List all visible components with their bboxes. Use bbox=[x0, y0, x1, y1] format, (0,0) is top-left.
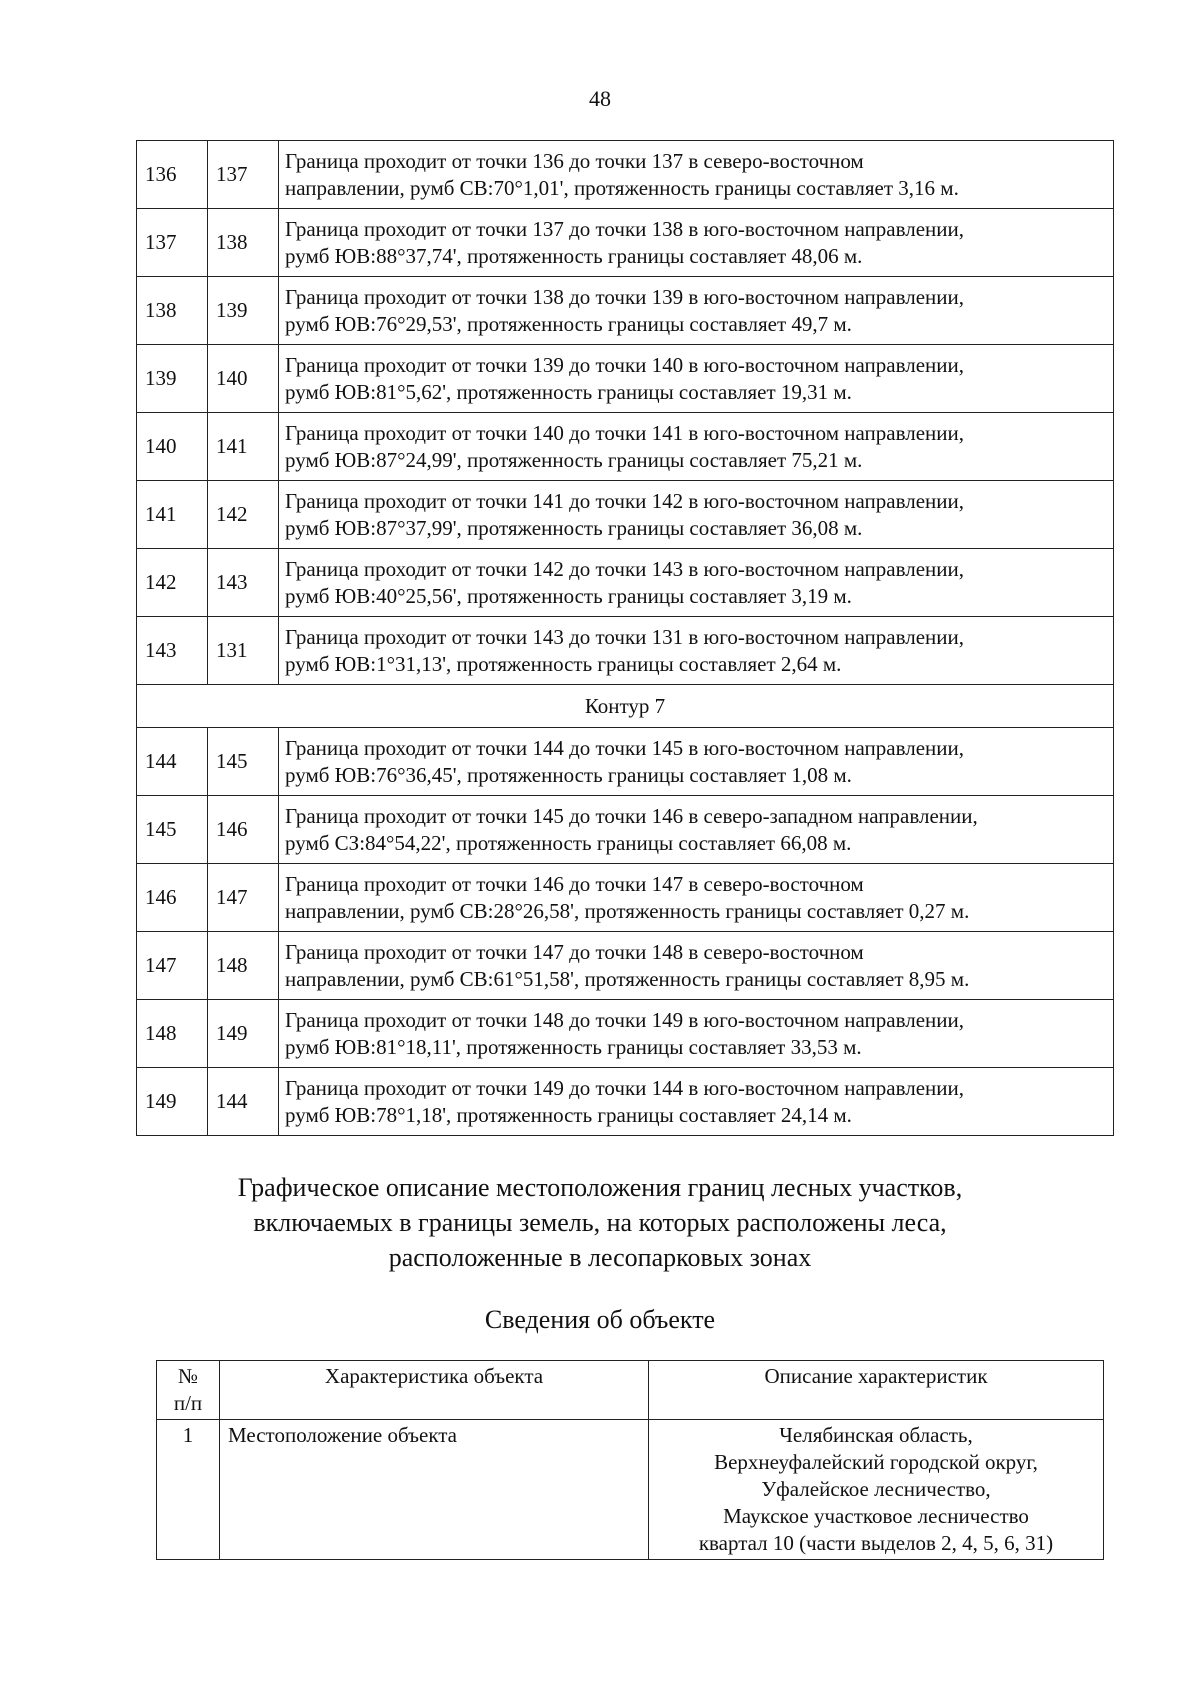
row-description bbox=[649, 1420, 1104, 1560]
object-table-row bbox=[157, 1420, 1104, 1560]
header-num bbox=[157, 1361, 220, 1420]
description-line: Граница проходит от точки 145 до точки 146 в северо-западном направлении, bbox=[285, 803, 978, 828]
object-table bbox=[156, 1360, 1104, 1560]
description-line: румб СЗ:84°54,22', протяженность границы составляет 66,08 м. bbox=[285, 830, 852, 855]
point-from: 149 bbox=[137, 1068, 208, 1136]
boundary-row bbox=[137, 549, 1114, 617]
point-from: 145 bbox=[137, 796, 208, 864]
point-from: 142 bbox=[137, 549, 208, 617]
point-from: 139 bbox=[137, 345, 208, 413]
boundary-row bbox=[137, 728, 1114, 796]
section-title bbox=[0, 1170, 1200, 1275]
description-line: Граница проходит от точки 141 до точки 142 в юго-восточном направлении, bbox=[285, 488, 964, 513]
point-to: 138 bbox=[208, 209, 279, 277]
description-line: направлении, румб СВ:28°26,58', протяженность границы составляет 0,27 м. bbox=[285, 898, 970, 923]
boundary-row bbox=[137, 277, 1114, 345]
description-line: румб ЮВ:87°24,99', протяженность границы составляет 75,21 м. bbox=[285, 447, 863, 472]
point-to: 146 bbox=[208, 796, 279, 864]
description-line: Маукское участковое лесничество bbox=[723, 1504, 1029, 1528]
boundary-description bbox=[279, 141, 1114, 209]
point-to: 140 bbox=[208, 345, 279, 413]
point-from: 144 bbox=[137, 728, 208, 796]
description-line: румб ЮВ:1°31,13', протяженность границы составляет 2,64 м. bbox=[285, 651, 842, 676]
point-from: 141 bbox=[137, 481, 208, 549]
description-line: румб ЮВ:76°29,53', протяженность границы составляет 49,7 м. bbox=[285, 311, 852, 336]
point-from: 147 bbox=[137, 932, 208, 1000]
boundary-description bbox=[279, 932, 1114, 1000]
point-to: 141 bbox=[208, 413, 279, 481]
boundary-description bbox=[279, 1000, 1114, 1068]
description-line: Уфалейское лесничество, bbox=[761, 1477, 991, 1501]
boundary-row bbox=[137, 617, 1114, 685]
point-from: 143 bbox=[137, 617, 208, 685]
boundary-row bbox=[137, 1068, 1114, 1136]
point-from: 140 bbox=[137, 413, 208, 481]
description-line: румб ЮВ:40°25,56', протяженность границы составляет 3,19 м. bbox=[285, 583, 852, 608]
boundary-table bbox=[136, 140, 1114, 1136]
boundary-row bbox=[137, 141, 1114, 209]
description-line: Граница проходит от точки 139 до точки 140 в юго-восточном направлении, bbox=[285, 352, 964, 377]
point-from: 136 bbox=[137, 141, 208, 209]
point-from: 148 bbox=[137, 1000, 208, 1068]
description-line: Граница проходит от точки 137 до точки 138 в юго-восточном направлении, bbox=[285, 216, 964, 241]
boundary-row bbox=[137, 932, 1114, 1000]
point-to: 148 bbox=[208, 932, 279, 1000]
description-line: направлении, румб СВ:61°51,58', протяженность границы составляет 8,95 м. bbox=[285, 966, 970, 991]
point-to: 145 bbox=[208, 728, 279, 796]
header-description: Описание характеристик bbox=[649, 1361, 1104, 1420]
description-line: Граница проходит от точки 148 до точки 149 в юго-восточном направлении, bbox=[285, 1007, 964, 1032]
point-to: 143 bbox=[208, 549, 279, 617]
point-to: 149 bbox=[208, 1000, 279, 1068]
page-number: 48 bbox=[589, 86, 611, 111]
boundary-row bbox=[137, 413, 1114, 481]
description-line: Граница проходит от точки 146 до точки 147 в северо-восточном bbox=[285, 871, 864, 896]
boundary-description bbox=[279, 345, 1114, 413]
boundary-description bbox=[279, 481, 1114, 549]
point-to: 147 bbox=[208, 864, 279, 932]
point-from: 138 bbox=[137, 277, 208, 345]
description-line: Граница проходит от точки 149 до точки 144 в юго-восточном направлении, bbox=[285, 1075, 964, 1100]
description-line: Граница проходит от точки 138 до точки 139 в юго-восточном направлении, bbox=[285, 284, 964, 309]
description-line: Граница проходит от точки 147 до точки 148 в северо-восточном bbox=[285, 939, 864, 964]
boundary-description bbox=[279, 413, 1114, 481]
point-from: 146 bbox=[137, 864, 208, 932]
boundary-row bbox=[137, 796, 1114, 864]
description-line: румб ЮВ:87°37,99', протяженность границы составляет 36,08 м. bbox=[285, 515, 863, 540]
description-line: румб ЮВ:88°37,74', протяженность границы составляет 48,06 м. bbox=[285, 243, 863, 268]
boundary-description bbox=[279, 549, 1114, 617]
description-line: Граница проходит от точки 136 до точки 137 в северо-восточном bbox=[285, 148, 864, 173]
description-line: Граница проходит от точки 142 до точки 143 в юго-восточном направлении, bbox=[285, 556, 964, 581]
description-line: румб ЮВ:78°1,18', протяженность границы составляет 24,14 м. bbox=[285, 1102, 852, 1127]
description-line: румб ЮВ:81°5,62', протяженность границы составляет 19,31 м. bbox=[285, 379, 852, 404]
point-to: 144 bbox=[208, 1068, 279, 1136]
boundary-row bbox=[137, 345, 1114, 413]
boundary-row bbox=[137, 209, 1114, 277]
point-to: 142 bbox=[208, 481, 279, 549]
section-title-line: расположенные в лесопарковых зонах bbox=[388, 1243, 812, 1272]
description-line: Граница проходит от точки 144 до точки 145 в юго-восточном направлении, bbox=[285, 735, 964, 760]
description-line: румб ЮВ:76°36,45', протяженность границы составляет 1,08 м. bbox=[285, 762, 852, 787]
description-line: румб ЮВ:81°18,11', протяженность границы составляет 33,53 м. bbox=[285, 1034, 862, 1059]
header-num-line: п/п bbox=[173, 1391, 203, 1415]
contour-row bbox=[137, 685, 1114, 728]
boundary-description bbox=[279, 277, 1114, 345]
description-line: Челябинская область, bbox=[779, 1423, 973, 1447]
boundary-description bbox=[279, 209, 1114, 277]
description-line: Верхнеуфалейский городской округ, bbox=[714, 1450, 1038, 1474]
description-line: квартал 10 (части выделов 2, 4, 5, 6, 31) bbox=[698, 1531, 1054, 1555]
boundary-row bbox=[137, 864, 1114, 932]
point-to: 139 bbox=[208, 277, 279, 345]
point-from: 137 bbox=[137, 209, 208, 277]
boundary-description bbox=[279, 617, 1114, 685]
boundary-description bbox=[279, 796, 1114, 864]
header-num-line: № bbox=[177, 1364, 199, 1388]
point-to: 131 bbox=[208, 617, 279, 685]
subtitle: Сведения об объекте bbox=[484, 1305, 716, 1334]
object-table-header bbox=[157, 1361, 1104, 1420]
row-num: 1 bbox=[157, 1420, 220, 1560]
description-line: Граница проходит от точки 140 до точки 141 в юго-восточном направлении, bbox=[285, 420, 964, 445]
description-line: направлении, румб СВ:70°1,01', протяженность границы составляет 3,16 м. bbox=[285, 175, 959, 200]
boundary-description bbox=[279, 728, 1114, 796]
boundary-row bbox=[137, 1000, 1114, 1068]
boundary-description bbox=[279, 1068, 1114, 1136]
boundary-row bbox=[137, 481, 1114, 549]
boundary-description bbox=[279, 864, 1114, 932]
contour-label: Контур 7 bbox=[137, 685, 1114, 728]
section-title-line: Графическое описание местоположения границ лесных участков, bbox=[237, 1173, 963, 1202]
point-to: 137 bbox=[208, 141, 279, 209]
row-characteristic: Местоположение объекта bbox=[220, 1420, 649, 1560]
description-line: Граница проходит от точки 143 до точки 131 в юго-восточном направлении, bbox=[285, 624, 964, 649]
header-characteristic: Характеристика объекта bbox=[220, 1361, 649, 1420]
section-title-line: включаемых в границы земель, на которых расположены леса, bbox=[253, 1208, 947, 1237]
